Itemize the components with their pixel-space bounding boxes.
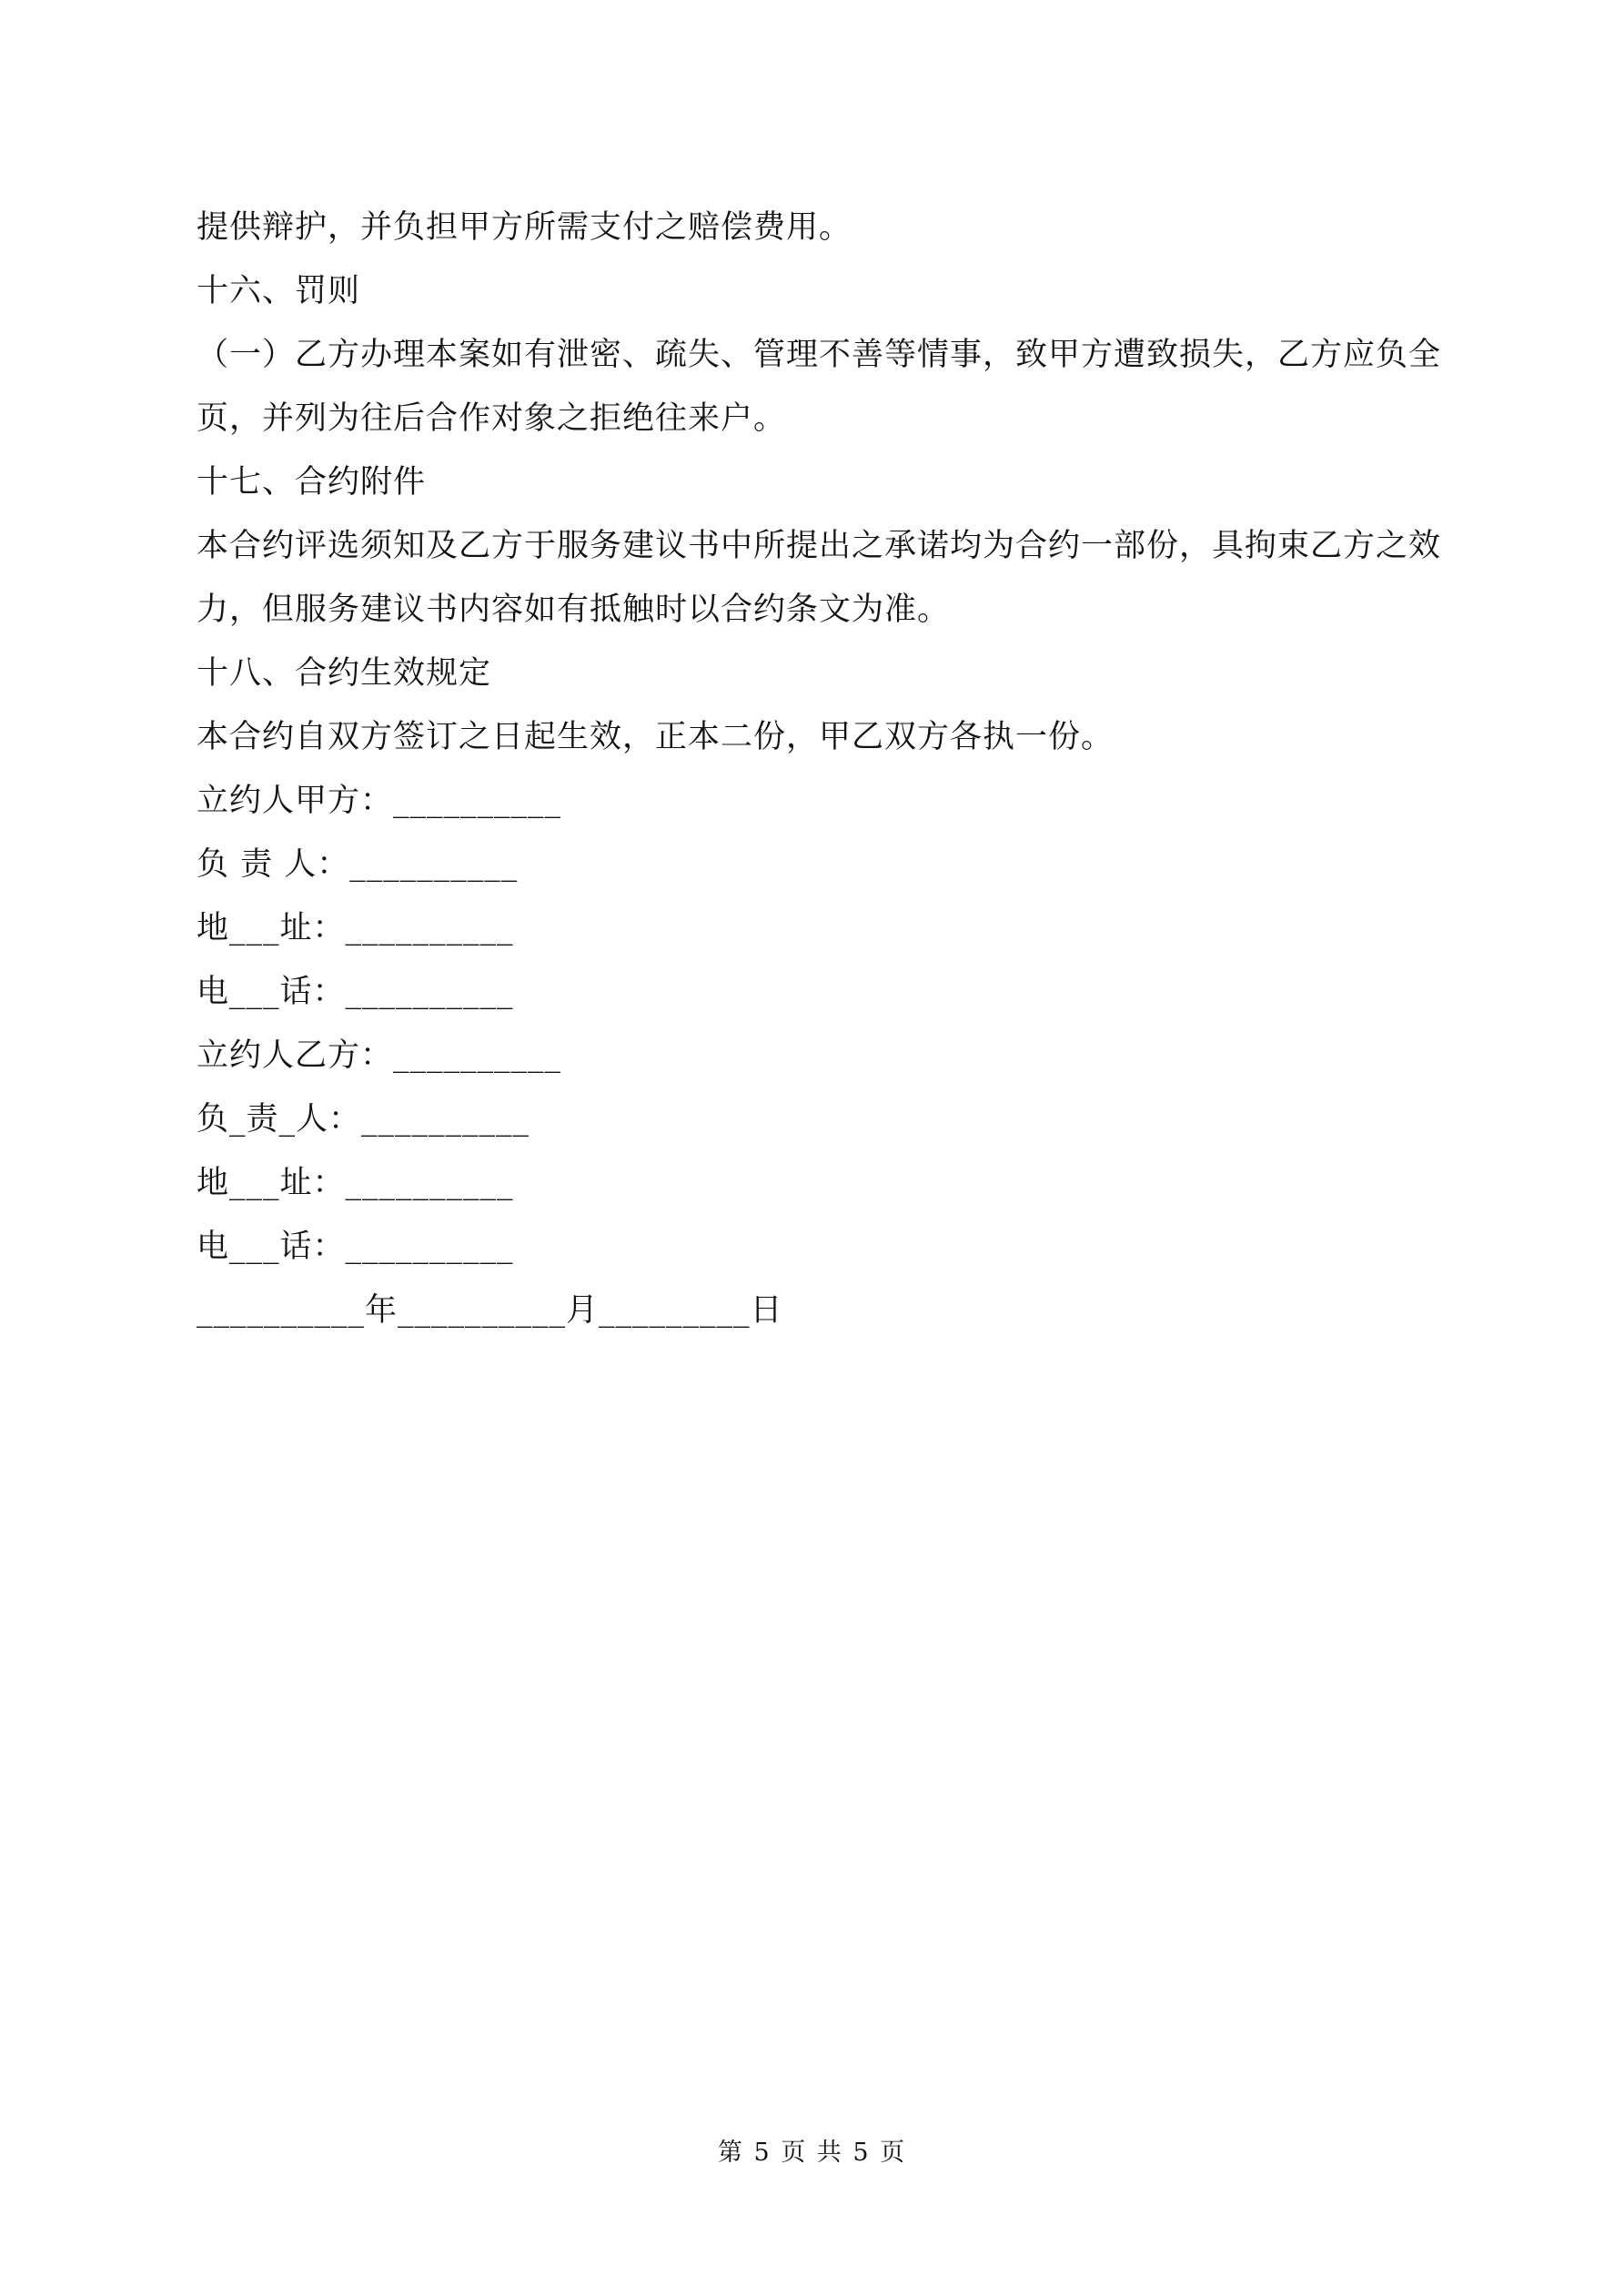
document-body [197,196,1443,1342]
text-line: （一）乙方办理本案如有泄密、疏失、管理不善等情事，致甲方遭致损失，乙方应负全 [197,337,1442,373]
party-a-person-in-charge-field: 负 责 人：__________ [197,846,519,883]
party-a-phone-field: 电___话：__________ [197,974,514,1010]
section-heading-penalty: 十六、罚则 [197,273,361,309]
party-b-address-field: 地___址：__________ [197,1165,514,1201]
date-field: __________年__________月_________日 [197,1292,783,1329]
text-line: 本合约评选须知及乙方于服务建议书中所提出之承诺均为合约一部份，具拘束乙方之效 [197,528,1442,564]
section-heading-attachments: 十七、合约附件 [197,464,427,501]
party-b-signatory-field: 立约人乙方：__________ [197,1037,562,1074]
party-a-address-field: 地___址：__________ [197,910,514,946]
page-number-footer: 第 5 页 共 5 页 [717,2139,907,2167]
section-heading-effectiveness: 十八、合约生效规定 [197,655,492,692]
text-line: 页，并列为往后合作对象之拒绝往来户。 [197,400,787,437]
text-line: 本合约自双方签订之日起生效，正本二份，甲乙双方各执一份。 [197,719,1115,755]
party-a-signatory-field: 立约人甲方：__________ [197,783,562,819]
text-line: 力，但服务建议书内容如有抵触时以合约条文为准。 [197,592,951,628]
party-b-person-in-charge-field: 负_责_人：__________ [197,1101,530,1138]
text-line: 提供辩护，并负担甲方所需支付之赔偿费用。 [197,209,852,246]
party-b-phone-field: 电___话：__________ [197,1229,514,1265]
